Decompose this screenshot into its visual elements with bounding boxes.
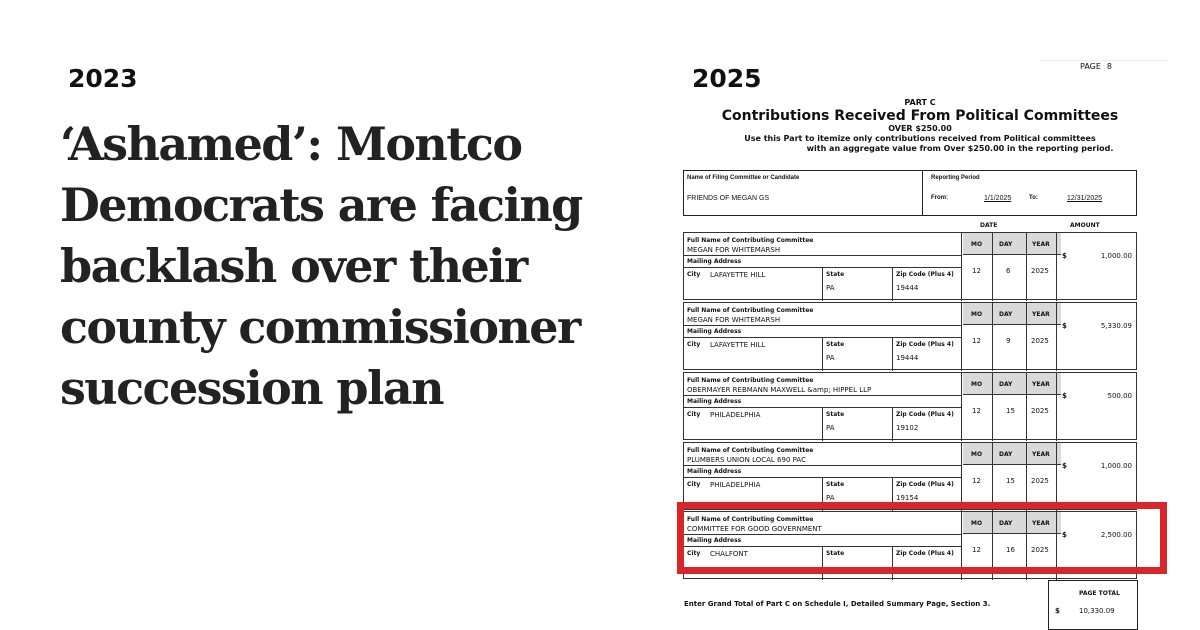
- state-label: State: [826, 550, 845, 557]
- year-label-2023: 2023: [68, 64, 138, 93]
- state-label: State: [826, 271, 845, 278]
- day-header: DAY: [999, 241, 1013, 248]
- state-label: State: [826, 411, 845, 418]
- amount-value: 1,000.00: [1100, 462, 1132, 470]
- contribution-entry: [683, 442, 1137, 510]
- full-name-label: Full Name of Contributing Committee: [687, 516, 814, 523]
- mo-header: MO: [971, 381, 983, 388]
- to-label: To:: [1029, 195, 1038, 201]
- city-label: City: [687, 550, 701, 557]
- mo-header: MO: [971, 241, 983, 248]
- zip-label: Zip Code (Plus 4): [896, 341, 954, 348]
- state-value: PA: [826, 354, 835, 362]
- contribution-entry: [683, 302, 1137, 370]
- entry-rule: [684, 267, 962, 268]
- zip-value: 19444: [896, 284, 919, 292]
- filing-divider: [922, 171, 923, 215]
- page-number-label: [1080, 62, 1112, 71]
- year-label-2025: 2025: [692, 64, 762, 93]
- filing-committee-box: [683, 170, 1137, 216]
- zip-divider: [892, 337, 893, 371]
- state-divider: [822, 337, 823, 371]
- mo-header: MO: [971, 311, 983, 318]
- amount-value: 2,500.00: [1100, 531, 1132, 539]
- city-value: CHALFONT: [710, 550, 748, 558]
- dollar-sign: $: [1062, 252, 1067, 260]
- city-label: City: [687, 411, 701, 418]
- day-header: DAY: [999, 311, 1013, 318]
- reporting-period-label: Reporting Period: [931, 175, 980, 181]
- zip-divider: [892, 407, 893, 441]
- committee-name: OBERMAYER REBMANN MAXWELL &amp; HIPPEL LLP: [687, 386, 872, 394]
- day-value: 6: [1006, 267, 1011, 275]
- mailing-address-label: Mailing Address: [687, 537, 742, 544]
- state-label: State: [826, 481, 845, 488]
- state-label: State: [826, 341, 845, 348]
- year-value: 2025: [1031, 477, 1049, 485]
- city-label: City: [687, 271, 701, 278]
- to-date: 12/31/2025: [1067, 195, 1103, 202]
- page-total-box: [1048, 580, 1138, 630]
- city-value: LAFAYETTE HILL: [710, 341, 766, 349]
- full-name-label: Full Name of Contributing Committee: [687, 377, 814, 384]
- year-value: 2025: [1031, 267, 1049, 275]
- state-value: PA: [826, 284, 835, 292]
- day-value: 9: [1006, 337, 1011, 345]
- state-value: PA: [826, 424, 835, 432]
- state-divider: [822, 407, 823, 441]
- page-rule: [1040, 60, 1168, 61]
- from-date: 1/1/2025: [984, 195, 1012, 202]
- month-value: 12: [972, 337, 981, 345]
- zip-label: Zip Code (Plus 4): [896, 271, 954, 278]
- date-header: DATE: [980, 222, 998, 229]
- committee-name: COMMITTEE FOR GOOD GOVERNMENT: [687, 525, 822, 533]
- zip-value: 19154: [896, 494, 919, 502]
- page-total-label: PAGE TOTAL: [1079, 590, 1120, 597]
- amount-value: 500.00: [1107, 392, 1132, 400]
- entry-rule: [684, 325, 962, 326]
- city-label: City: [687, 341, 701, 348]
- page-total-dollar: $: [1055, 607, 1060, 615]
- page-number: 8: [1106, 62, 1112, 71]
- state-divider: [822, 267, 823, 301]
- state-value: PA: [826, 494, 835, 502]
- entry-rule: [684, 395, 962, 396]
- document-title: Contributions Received From Political Committees: [721, 108, 1119, 124]
- full-name-label: Full Name of Contributing Committee: [687, 307, 814, 314]
- dollar-sign: $: [1062, 392, 1067, 400]
- instructions-line-2: with an aggregate value from Over $250.00 in the reporting period.: [806, 144, 1114, 153]
- full-name-label: Full Name of Contributing Committee: [687, 447, 814, 454]
- from-label: From:: [931, 195, 948, 201]
- month-value: 12: [972, 477, 981, 485]
- month-value: 12: [972, 407, 981, 415]
- month-value: 12: [972, 546, 981, 554]
- amount-value: 1,000.00: [1100, 252, 1132, 260]
- day-header: DAY: [999, 451, 1013, 458]
- page-word: PAGE: [1080, 62, 1101, 71]
- zip-divider: [892, 267, 893, 301]
- instructions-line-1: Use this Part to itemize only contributions received from Political committees: [744, 134, 1096, 143]
- city-value: PHILADELPHIA: [710, 481, 761, 489]
- filing-committee-name: FRIENDS OF MEGAN GS: [687, 195, 770, 202]
- highlight-box: [677, 502, 1167, 574]
- year-value: 2025: [1031, 337, 1049, 345]
- dollar-sign: $: [1062, 462, 1067, 470]
- amount-header: AMOUNT: [1070, 222, 1100, 229]
- zip-label: Zip Code (Plus 4): [896, 550, 954, 557]
- amount-value: 5,330.09: [1100, 322, 1132, 330]
- day-header: DAY: [999, 520, 1013, 527]
- page-total-value: 10,330.09: [1079, 607, 1115, 615]
- mailing-address-label: Mailing Address: [687, 328, 742, 335]
- mailing-address-label: Mailing Address: [687, 398, 742, 405]
- day-value: 15: [1006, 407, 1015, 415]
- year-value: 2025: [1031, 546, 1049, 554]
- zip-value: 19444: [896, 354, 919, 362]
- month-value: 12: [972, 267, 981, 275]
- headline: ‘Ashamed’: Montco Democrats are facing backlash over their county commissioner succession plan: [60, 117, 582, 415]
- contribution-entry: [683, 372, 1137, 440]
- year-header: YEAR: [1032, 520, 1050, 527]
- committee-name: PLUMBERS UNION LOCAL 690 PAC: [687, 456, 806, 464]
- dollar-sign: $: [1062, 531, 1067, 539]
- city-label: City: [687, 481, 701, 488]
- zip-label: Zip Code (Plus 4): [896, 411, 954, 418]
- grand-total-note: Enter Grand Total of Part C on Schedule I, Detailed Summary Page, Section 3.: [684, 600, 991, 608]
- day-header: DAY: [999, 381, 1013, 388]
- entry-rule: [684, 407, 962, 408]
- mo-header: MO: [971, 451, 983, 458]
- zip-label: Zip Code (Plus 4): [896, 481, 954, 488]
- mailing-address-label: Mailing Address: [687, 468, 742, 475]
- full-name-label: Full Name of Contributing Committee: [687, 237, 814, 244]
- year-header: YEAR: [1032, 241, 1050, 248]
- mo-header: MO: [971, 520, 983, 527]
- year-value: 2025: [1031, 407, 1049, 415]
- committee-name: MEGAN FOR WHITEMARSH: [687, 316, 781, 324]
- contribution-entry: [683, 232, 1137, 300]
- entry-rule: [684, 465, 962, 466]
- part-label: PART C: [904, 98, 936, 107]
- entry-rule: [684, 477, 962, 478]
- day-value: 15: [1006, 477, 1015, 485]
- over-amount-label: OVER $250.00: [888, 124, 952, 133]
- entry-rule: [684, 337, 962, 338]
- committee-name: MEGAN FOR WHITEMARSH: [687, 246, 781, 254]
- city-value: LAFAYETTE HILL: [710, 271, 766, 279]
- year-header: YEAR: [1032, 381, 1050, 388]
- year-header: YEAR: [1032, 311, 1050, 318]
- city-value: PHILADELPHIA: [710, 411, 761, 419]
- filing-committee-label: Name of Filing Committee or Candidate: [687, 175, 800, 181]
- entry-rule: [684, 255, 962, 256]
- mailing-address-label: Mailing Address: [687, 258, 742, 265]
- year-header: YEAR: [1032, 451, 1050, 458]
- day-value: 16: [1006, 546, 1015, 554]
- zip-value: 19102: [896, 424, 919, 432]
- dollar-sign: $: [1062, 322, 1067, 330]
